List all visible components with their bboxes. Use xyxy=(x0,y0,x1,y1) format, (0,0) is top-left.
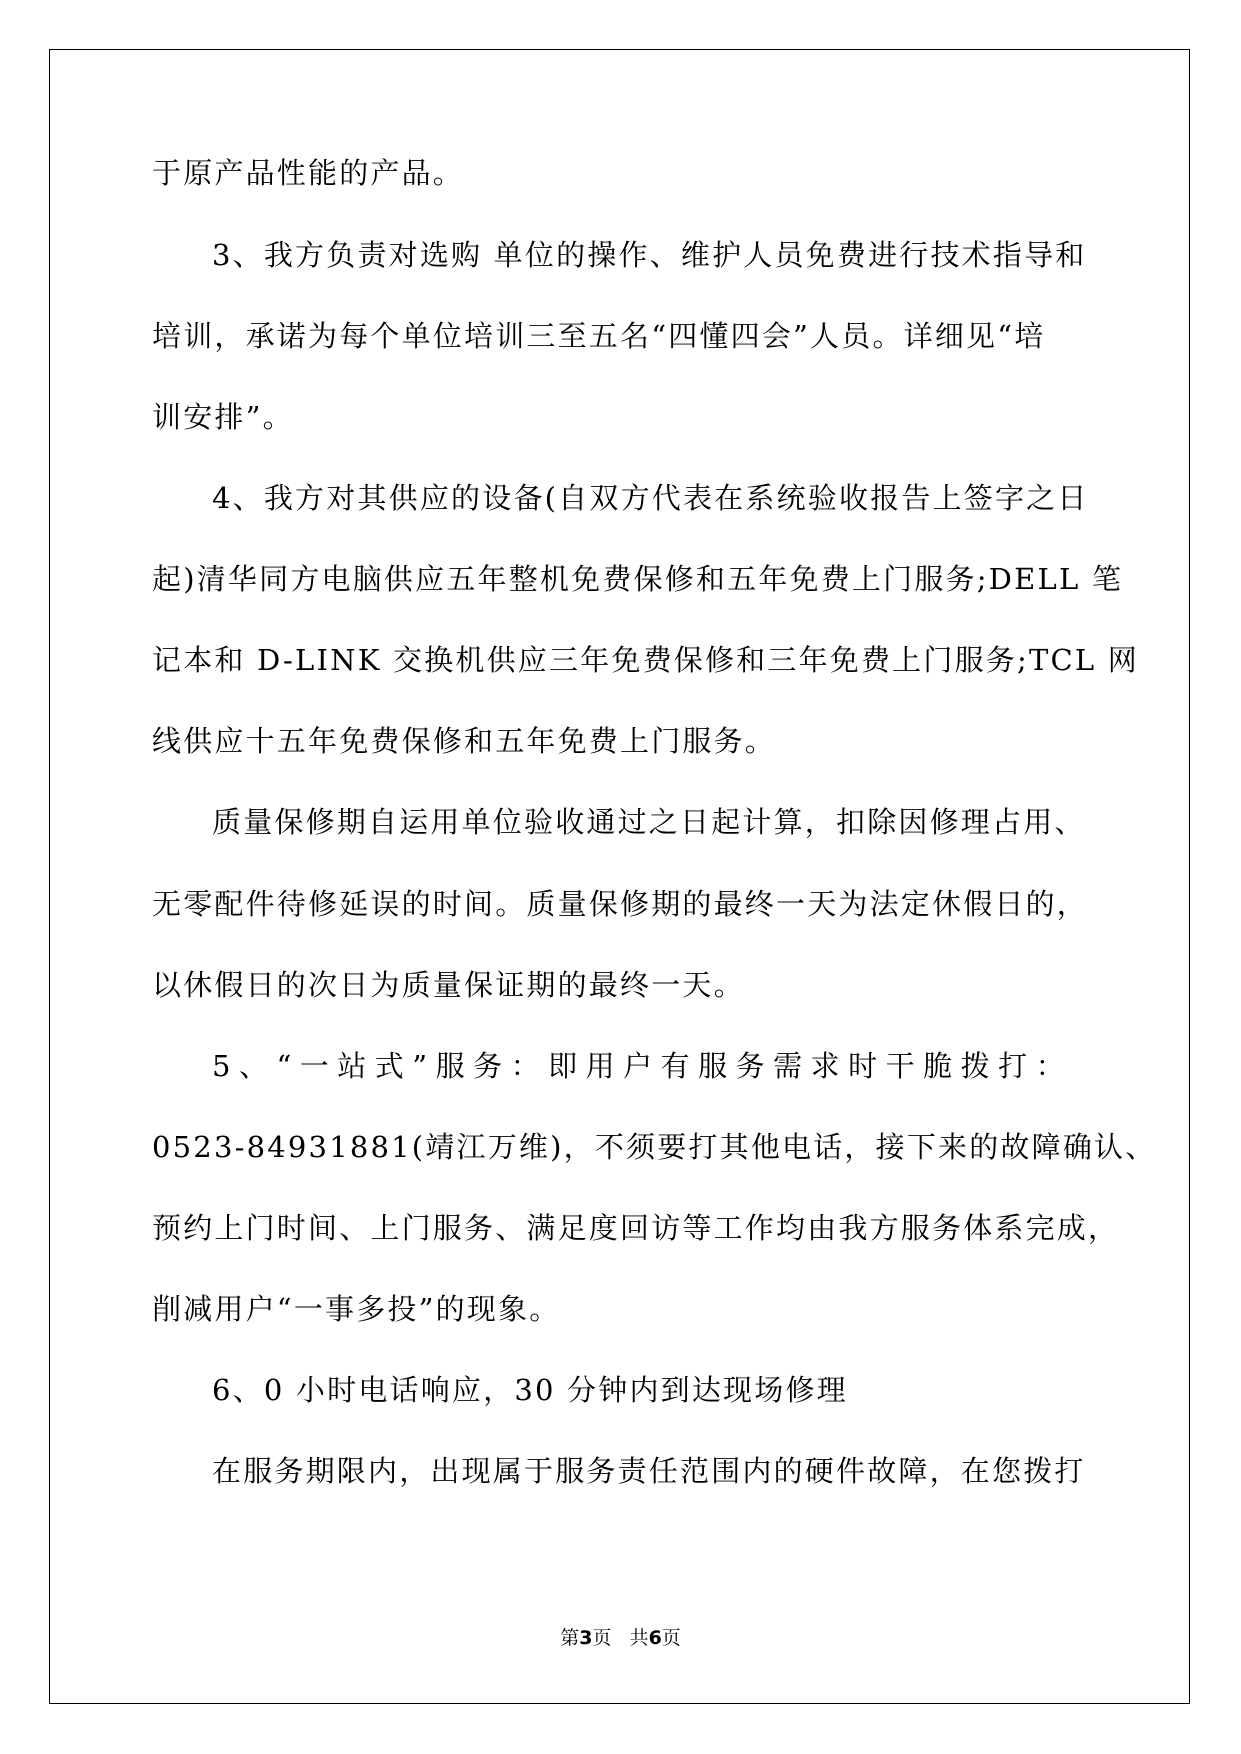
text-line-7: 记本和 D-LINK 交换机供应三年免费保修和三年免费上门服务;TCL 网 xyxy=(152,643,1139,677)
footer-mid: 页 共 xyxy=(592,1627,649,1649)
text-line-8: 线供应十五年免费保修和五年免费上门服务。 xyxy=(152,724,777,758)
text-line-13: 0523-84931881(靖江万维)，不须要打其他电话，接下来的故障确认、 xyxy=(152,1130,1157,1164)
text-line-16: 6、0 小时电话响应，30 分钟内到达现场修理 xyxy=(212,1373,848,1407)
text-line-4: 训安排”。 xyxy=(152,400,294,434)
footer-total-pages: 6 xyxy=(648,1627,662,1649)
text-line-2: 3、我方负责对选购 单位的操作、维护人员免费进行技术指导和 xyxy=(212,238,1087,272)
text-line-10: 无零配件待修延误的时间。质量保修期的最终一天为法定休假日的， xyxy=(152,887,1089,921)
text-line-9: 质量保修期自运用单位验收通过之日起计算，扣除因修理占用、 xyxy=(212,805,1086,839)
text-line-1: 于原产品性能的产品。 xyxy=(152,156,465,190)
page-footer xyxy=(0,1626,1241,1650)
text-line-14: 预约上门时间、上门服务、满足度回访等工作均由我方服务体系完成， xyxy=(152,1211,1120,1245)
text-line-5: 4、我方对其供应的设备(自双方代表在系统验收报告上签字之日 xyxy=(212,481,1089,515)
footer-current-page: 3 xyxy=(579,1627,593,1649)
text-line-15: 削减用户“一事多投”的现象。 xyxy=(152,1292,561,1326)
footer-suffix: 页 xyxy=(661,1627,681,1649)
text-line-3: 培训，承诺为每个单位培训三至五名“四懂四会”人员。详细见“培 xyxy=(152,319,1046,353)
footer-prefix: 第 xyxy=(560,1627,580,1649)
text-line-11: 以休假日的次日为质量保证期的最终一天。 xyxy=(152,968,745,1002)
text-line-17: 在服务期限内，出现属于服务责任范围内的硬件故障，在您拨打 xyxy=(212,1454,1086,1488)
text-line-6: 起)清华同方电脑供应五年整机免费保修和五年免费上门服务;DELL 笔 xyxy=(152,562,1124,596)
text-line-12: 5、“一站式”服务：即用户有服务需求时干脆拨打： xyxy=(212,1049,1074,1083)
